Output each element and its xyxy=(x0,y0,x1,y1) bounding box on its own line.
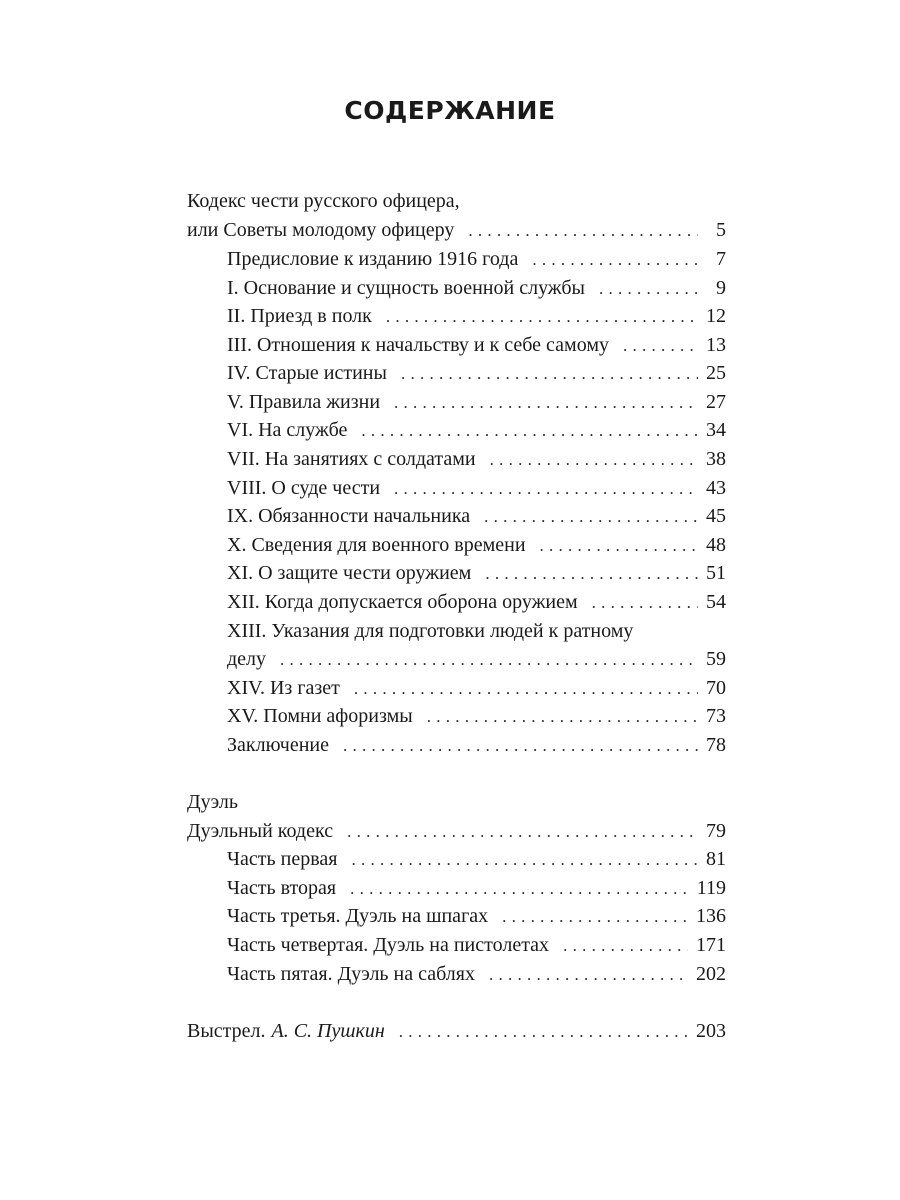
toc-page-number: 79 xyxy=(706,820,726,842)
toc-entry-title: Часть пятая. Дуэль на саблях xyxy=(227,963,475,985)
toc-section-lead xyxy=(187,187,726,215)
toc-entry-title: Предисловие к изданию 1916 года xyxy=(227,248,519,270)
toc-page-number: 54 xyxy=(706,591,726,613)
toc-entry xyxy=(227,416,726,444)
toc-page-number: 51 xyxy=(706,562,726,584)
leader-dots xyxy=(485,560,698,588)
toc-entry-title: II. Приезд в полк xyxy=(227,305,372,327)
toc-page-number: 25 xyxy=(706,362,726,384)
toc-entry xyxy=(227,502,726,530)
leader-dots xyxy=(623,332,698,360)
toc-entry-title-continued: делу xyxy=(227,648,267,670)
leader-dots xyxy=(399,1018,688,1046)
leader-dots xyxy=(343,732,698,760)
leader-dots xyxy=(489,961,688,989)
toc-page-number: 136 xyxy=(696,905,726,927)
leader-dots xyxy=(394,475,698,503)
toc-entry xyxy=(227,645,726,673)
toc-section-lead xyxy=(187,788,726,816)
leader-dots xyxy=(401,360,698,388)
leader-dots xyxy=(490,446,698,474)
leader-dots xyxy=(532,246,698,274)
toc-entry-wrapped xyxy=(227,617,726,645)
leader-dots xyxy=(468,217,698,245)
toc-page-number: 203 xyxy=(696,1020,726,1042)
toc-page-number: 78 xyxy=(706,734,726,756)
toc-page-number: 81 xyxy=(706,848,726,870)
toc-page-number: 171 xyxy=(696,934,726,956)
toc-entry xyxy=(227,731,726,759)
toc-entry xyxy=(227,559,726,587)
toc-page-number: 34 xyxy=(706,419,726,441)
leader-dots xyxy=(592,589,698,617)
toc-entry-title: III. Отношения к начальству и к себе самому xyxy=(227,334,609,356)
toc-entry-author: А. С. Пушкин xyxy=(271,1020,385,1042)
toc-entry-title: XV. Помни афоризмы xyxy=(227,705,413,727)
toc-entry xyxy=(227,245,726,273)
toc-entry xyxy=(227,674,726,702)
toc-entry-title: Часть вторая xyxy=(227,877,337,899)
toc-page-number: 70 xyxy=(706,677,726,699)
toc-entry xyxy=(227,331,726,359)
toc-entry-title: Выстрел. xyxy=(187,1020,266,1042)
toc-entry-title: VI. На службе xyxy=(227,419,348,441)
toc-entry xyxy=(227,388,726,416)
toc-entry-title: V. Правила жизни xyxy=(227,391,381,413)
toc-entry-title: VII. На занятиях с солдатами xyxy=(227,448,476,470)
toc-page-number: 202 xyxy=(696,963,726,985)
leader-dots xyxy=(361,417,698,445)
toc-entry xyxy=(227,702,726,730)
toc-page-number: 38 xyxy=(706,448,726,470)
toc-entry xyxy=(187,1017,726,1045)
toc-entry xyxy=(227,359,726,387)
toc-entry xyxy=(227,474,726,502)
leader-dots xyxy=(280,646,698,674)
leader-dots xyxy=(540,532,698,560)
toc-entry-title: X. Сведения для военного времени xyxy=(227,534,526,556)
toc-entry xyxy=(227,302,726,330)
toc-page-number: 119 xyxy=(696,877,726,899)
toc-entry-title: VIII. О суде чести xyxy=(227,477,381,499)
toc-page-number: 13 xyxy=(706,334,726,356)
toc-entry xyxy=(227,531,726,559)
toc-entry xyxy=(227,845,726,873)
toc-entry-title: Часть первая xyxy=(227,848,338,870)
toc-entry xyxy=(227,274,726,302)
toc-entry-title: Дуэльный кодекс xyxy=(187,820,334,842)
toc-entry-title: XIV. Из газет xyxy=(227,677,340,699)
toc-entry xyxy=(227,874,726,902)
toc-entry-title: I. Основание и сущность военной службы xyxy=(227,277,585,299)
toc-entry-title: или Советы молодому офицеру xyxy=(187,219,455,241)
toc-entry-title: Часть четвертая. Дуэль на пистолетах xyxy=(227,934,550,956)
leader-dots xyxy=(347,818,698,846)
leader-dots xyxy=(427,703,698,731)
toc-entry-title: IX. Обязанности начальника xyxy=(227,505,471,527)
toc-page-number: 45 xyxy=(706,505,726,527)
toc-page-number: 48 xyxy=(706,534,726,556)
leader-dots xyxy=(350,875,689,903)
toc-page-number: 43 xyxy=(706,477,726,499)
toc-page-number: 9 xyxy=(716,277,726,299)
toc-entry xyxy=(227,588,726,616)
toc-entry-title: Часть третья. Дуэль на шпагах xyxy=(227,905,489,927)
toc-entry-title: Заключение xyxy=(227,734,329,756)
leader-dots xyxy=(502,903,688,931)
toc-page-number: 73 xyxy=(706,705,726,727)
toc-entry xyxy=(227,902,726,930)
toc-entry-title: Кодекс чести русского офицера, xyxy=(187,190,460,212)
leader-dots xyxy=(354,675,698,703)
leader-dots xyxy=(351,846,698,874)
toc-entry xyxy=(227,960,726,988)
toc-entry xyxy=(187,216,726,244)
toc-entry xyxy=(227,445,726,473)
leader-dots xyxy=(484,503,698,531)
leader-dots xyxy=(386,303,698,331)
leader-dots xyxy=(394,389,698,417)
toc-entry xyxy=(227,931,726,959)
toc-entry-title: XIII. Указания для подготовки людей к ратному xyxy=(227,620,634,642)
page-title: СОДЕРЖАНИЕ xyxy=(344,96,556,125)
toc-page-number: 5 xyxy=(716,219,726,241)
toc-page-number: 7 xyxy=(716,248,726,270)
toc-page-number: 27 xyxy=(706,391,726,413)
toc-entry-title: XII. Когда допускается оборона оружием xyxy=(227,591,578,613)
leader-dots xyxy=(599,275,698,303)
toc-entry xyxy=(187,817,726,845)
toc-page-number: 12 xyxy=(706,305,726,327)
toc-entry-title: IV. Старые истины xyxy=(227,362,387,384)
toc-page-number: 59 xyxy=(706,648,726,670)
toc-entry-title: Дуэль xyxy=(187,791,238,813)
leader-dots xyxy=(563,932,688,960)
toc-entry-title: XI. О защите чести оружием xyxy=(227,562,472,584)
